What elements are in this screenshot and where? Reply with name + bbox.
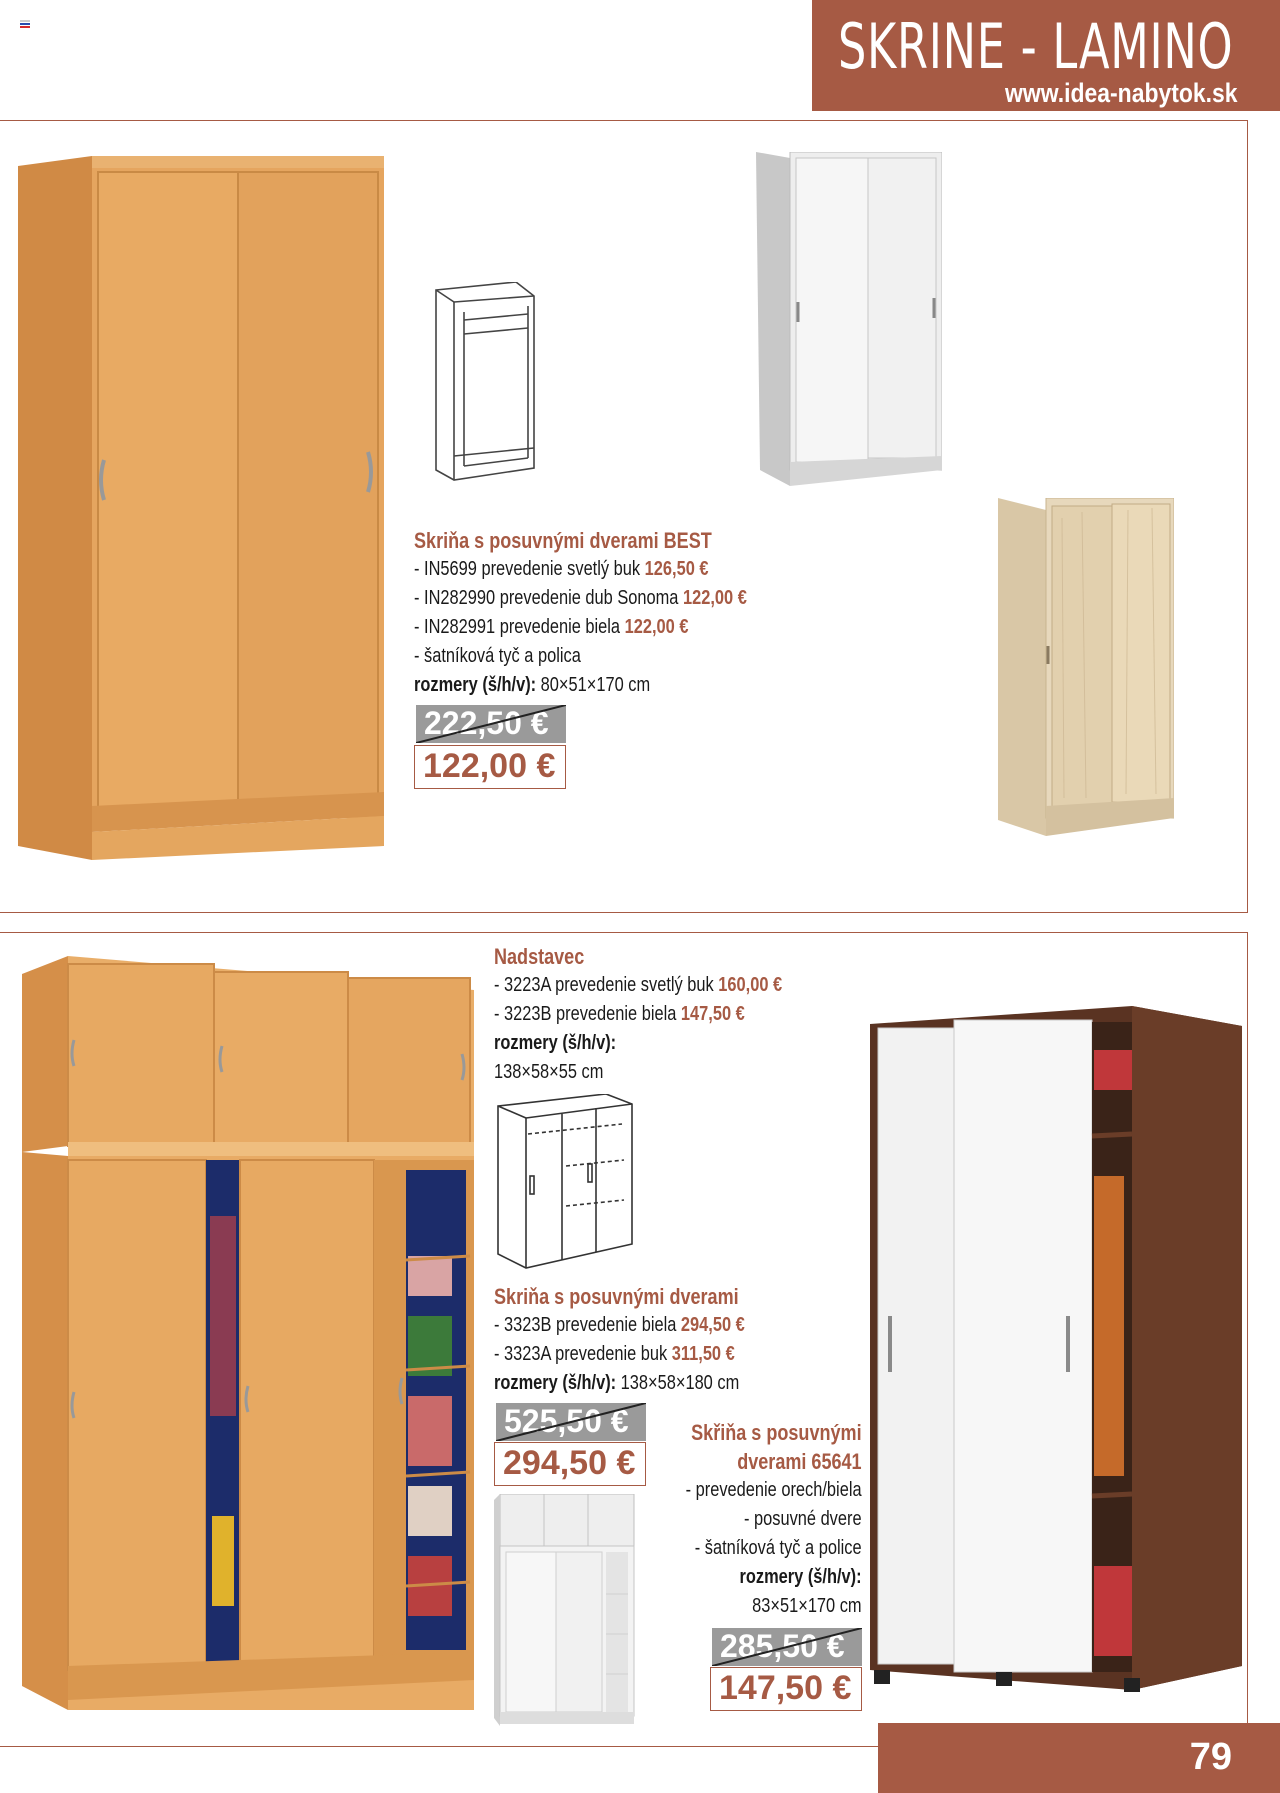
dimensions-label: rozmery (š/h/v): [494,1032,617,1054]
flag-icon [20,20,30,27]
variant-line: - 3223A prevedenie svetlý buk 160,00 € [494,974,783,996]
variant-line: - IN282991 prevedenie biela 122,00 € [414,616,689,638]
dimensions-label: rozmery (š/h/v): [739,1566,862,1588]
wardrobe-best-sonoma-image [998,498,1174,836]
variant-line: - IN282990 prevedenie dub Sonoma 122,00 € [414,587,747,609]
dimensions-line: rozmery (š/h/v): 80×51×170 cm [414,674,651,696]
wardrobe-best-white-image [756,152,942,486]
dimensions-line: rozmery (š/h/v): 138×58×180 cm [494,1372,740,1394]
product-nadstavec-heading: Nadstavec [494,944,585,969]
variant-line: - 3323B prevedenie biela 294,50 € [494,1314,745,1336]
old-price-badge: 222,50 € [416,705,566,743]
product-65641-details [647,1418,862,1621]
variant-line: - 3323A prevedenie buk 311,50 € [494,1343,735,1365]
feature-line: - šatníková tyč a polica [414,645,581,667]
variant-line: - IN5699 prevedenie svetlý buk 126,50 € [414,558,709,580]
website-url[interactable]: www.idea-nabytok.sk [1005,78,1238,108]
old-price-badge: 285,50 € [712,1628,862,1666]
new-price-badge: 147,50 € [710,1667,862,1711]
dimensions-value: 138×58×55 cm [494,1061,604,1083]
feature-line: - šatníková tyč a police [695,1537,862,1559]
nadstavec-line-drawing [496,1094,634,1270]
feature-line: - posuvné dvere [744,1508,862,1530]
product-nadstavec-details [494,942,845,1087]
product-best-heading: Skriňa s posuvnými dverami BEST [414,528,712,553]
product-65641-heading: Skřiňa s posuvnými [691,1420,862,1445]
new-price-badge: 122,00 € [414,745,566,789]
wardrobe-best-beech-image [18,156,384,860]
dimensions-value: 83×51×170 cm [752,1595,862,1617]
page-number: 79 [1189,1736,1232,1778]
wardrobe-65641-walnut-image [870,1006,1242,1694]
wardrobe-3323-beech-image [22,956,474,1710]
product-3323-details [494,1282,800,1398]
wardrobe-3323-white-image [494,1494,638,1726]
product-best-details [414,526,820,700]
old-price-badge: 525,50 € [496,1403,646,1441]
variant-line: - 3223B prevedenie biela 147,50 € [494,1003,745,1025]
new-price-badge: 294,50 € [494,1442,646,1486]
page-title: SKRINE - LAMINO [838,10,1234,83]
feature-line: - prevedenie orech/biela [686,1479,862,1501]
product-3323-heading: Skriňa s posuvnými dverami [494,1284,739,1309]
wardrobe-best-line-drawing [434,282,538,482]
product-65641-heading-cont: dverami 65641 [737,1449,862,1474]
